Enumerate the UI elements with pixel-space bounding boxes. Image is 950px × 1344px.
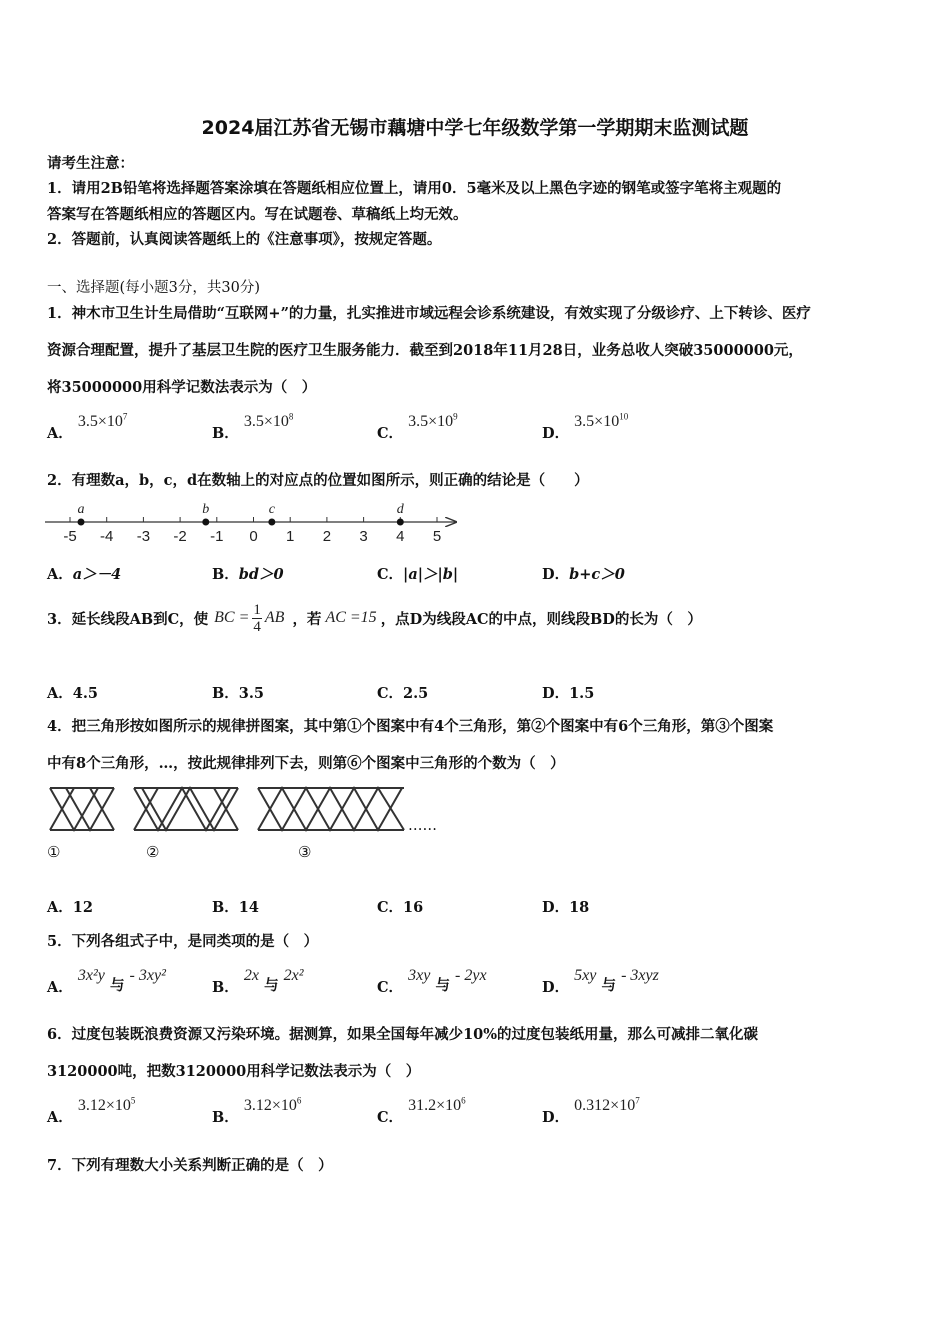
- q4-line-1: 4．把三角形按如图所示的规律拼图案，其中第①个图案中有4个三角形，第②个图案中有6个三角形，第③个图案: [47, 718, 774, 735]
- q6-line-2: 3120000吨，把数3120000用科学记数法表示为（ ）: [47, 1063, 421, 1080]
- pattern-label-1: ①: [47, 843, 61, 861]
- q3-rhs: AB: [264, 609, 285, 626]
- q3-option-d: D．1.5: [542, 685, 595, 702]
- q2-option-a: [47, 563, 121, 584]
- number-line-tick-label: 3: [359, 528, 368, 545]
- q6-option-a: A． $3.12\times 10^5$: [47, 1095, 136, 1126]
- number-line-tick-label: -4: [100, 528, 114, 545]
- q2-option-a-text: a＞－4: [72, 566, 122, 583]
- q1-option-b-value: $3.5\times 10^8$: [243, 411, 294, 430]
- q2-option-d-text: b+c＞0: [569, 566, 625, 583]
- q1-option-a: [47, 410, 128, 442]
- pattern-2: [134, 788, 238, 830]
- q1-option-c-label: C．: [377, 425, 404, 442]
- q5-option-c: C． 3xy 与 - 2yx: [377, 967, 487, 996]
- q2-option-b: [212, 563, 284, 584]
- q3-option-c: C．2.5: [377, 685, 429, 702]
- q3-mid: ，若: [292, 610, 322, 628]
- number-line: [40, 496, 470, 548]
- q1-option-c: [377, 410, 458, 442]
- number-line-tick-label: 5: [432, 528, 442, 545]
- q1-option-c-value: $3.5\times 10^9$: [408, 411, 458, 430]
- q2-option-b-label: B．: [212, 566, 239, 583]
- pattern-label-2: ②: [146, 843, 160, 861]
- q2-option-c-label: C．: [377, 566, 404, 583]
- q1-option-d: [542, 410, 629, 442]
- q3-text: [47, 598, 702, 638]
- notice-heading: 请考生注意：: [47, 155, 134, 172]
- number-line-tick-label: 4: [396, 528, 405, 545]
- triangle-patterns: [44, 784, 414, 836]
- q2-option-d-label: D．: [542, 566, 570, 583]
- number-line-tick-label: -2: [173, 528, 187, 545]
- q5-text: 5．下列各组式子中，是同类项的是（ ）: [47, 933, 319, 950]
- q4-option-a: A．12: [47, 899, 93, 916]
- q6-option-d: D． $0.312\times 10^7$: [542, 1095, 640, 1126]
- q1-option-d-value: $3.5\times 10^{10}$: [574, 411, 629, 430]
- pattern-label-3: ③: [298, 843, 312, 861]
- q1-option-a-value: $3.5\times 10^7$: [77, 411, 128, 430]
- q6-line-1: 6．过度包装既浪费资源又污染环境。据测算，如果全国每年减少10%的过度包装纸用量，那么可减排二氧化碳: [47, 1026, 759, 1043]
- number-line-tick-label: -5: [63, 528, 77, 545]
- q6-option-c: C． $31.2\times 10^6$: [377, 1095, 466, 1126]
- number-line-tick-label: 1: [286, 528, 295, 545]
- q3-option-b: B．3.5: [212, 685, 264, 702]
- number-line-point-a: [78, 519, 85, 526]
- q1-option-b-label: B．: [212, 425, 239, 442]
- q2-option-d: [542, 563, 625, 584]
- number-line-tick-label: -3: [136, 528, 151, 545]
- notice-line-1: 1．请用2B铅笔将选择题答案涂填在答题纸相应位置上，请用0．5毫米及以上黑色字迹的钢笔或签字笔将主观题的: [47, 180, 782, 197]
- q3-condition: AC =15: [325, 609, 377, 626]
- q3-fraction: $\frac{1}{4}$: [253, 601, 261, 635]
- q2-option-c-text: |a|＞|b|: [403, 566, 459, 583]
- q1-line-2: 资源合理配置，提升了基层卫生院的医疗卫生服务能力．截至到2018年11月28日，业务总收人突破35000000元，: [47, 342, 803, 359]
- notice-line-2: 答案写在答题纸相应的答题区内。写在试题卷、草稿纸上均无效。: [47, 206, 468, 223]
- q7-text: 7．下列有理数大小关系判断正确的是（ ）: [47, 1157, 333, 1174]
- pattern-ellipsis: ……: [408, 818, 437, 834]
- page-title: 2024届江苏省无锡市藕塘中学七年级数学第一学期期末监测试题: [201, 117, 749, 139]
- q6-option-b: B． $3.12\times 10^6$: [212, 1095, 302, 1126]
- q3-prefix: 3．延长线段AB到C，使: [47, 610, 209, 628]
- q2-option-a-label: A．: [47, 566, 73, 583]
- notice-line-3: 2．答题前，认真阅读答题纸上的《注意事项》，按规定答题。: [47, 231, 442, 248]
- q1-line-3: 将35000000用科学记数法表示为（ ）: [47, 379, 317, 396]
- q4-option-b: B．14: [212, 899, 259, 916]
- q2-text: 2．有理数a，b，c，d在数轴上的对应点的位置如图所示，则正确的结论是（ ）: [47, 472, 589, 489]
- pattern-1: [50, 788, 114, 830]
- q1-option-d-label: D．: [542, 425, 570, 442]
- number-line-tick-label: 2: [322, 528, 332, 545]
- number-line-point-label-a: a: [77, 502, 85, 517]
- q3-option-a: A．4.5: [47, 685, 98, 702]
- q5-option-d: D． 5xy 与 - 3xyz: [542, 967, 659, 996]
- number-line-point-b: [202, 519, 209, 526]
- q3-suffix: ，点D为线段AC的中点，则线段BD的长为（ ）: [380, 610, 702, 628]
- number-line-point-label-c: c: [268, 502, 275, 517]
- q4-option-c: C．16: [377, 899, 424, 916]
- q5-option-b: B． 2x 与 2x²: [212, 967, 304, 996]
- number-line-tick-label: 0: [249, 528, 258, 545]
- q4-option-d: D．18: [542, 899, 590, 916]
- q2-option-b-text: bd＞0: [238, 566, 284, 583]
- section-heading: 一、选择题(每小题3分，共30分): [47, 280, 260, 296]
- pattern-3: [258, 788, 404, 830]
- number-line-point-c: [268, 519, 275, 526]
- number-line-tick-label: -1: [210, 528, 224, 545]
- q3-lhs: BC =: [214, 609, 250, 626]
- q1-line-1: 1．神木市卫生计生局借助“互联网+”的力量，扎实推进市域远程会诊系统建设，有效实现了分级诊疗、上下转诊、医疗: [47, 305, 811, 322]
- q5-option-a: A． 3x²y 与 - 3xy²: [47, 967, 166, 996]
- q1-option-b: [212, 410, 294, 442]
- q1-option-a-label: A．: [47, 425, 73, 442]
- number-line-point-d: [397, 519, 404, 526]
- number-line-point-label-b: b: [202, 502, 210, 517]
- number-line-point-label-d: d: [396, 502, 404, 517]
- q4-line-2: 中有8个三角形，…，按此规律排列下去，则第⑥个图案中三角形的个数为（ ）: [47, 755, 565, 772]
- q2-option-c: [377, 563, 458, 584]
